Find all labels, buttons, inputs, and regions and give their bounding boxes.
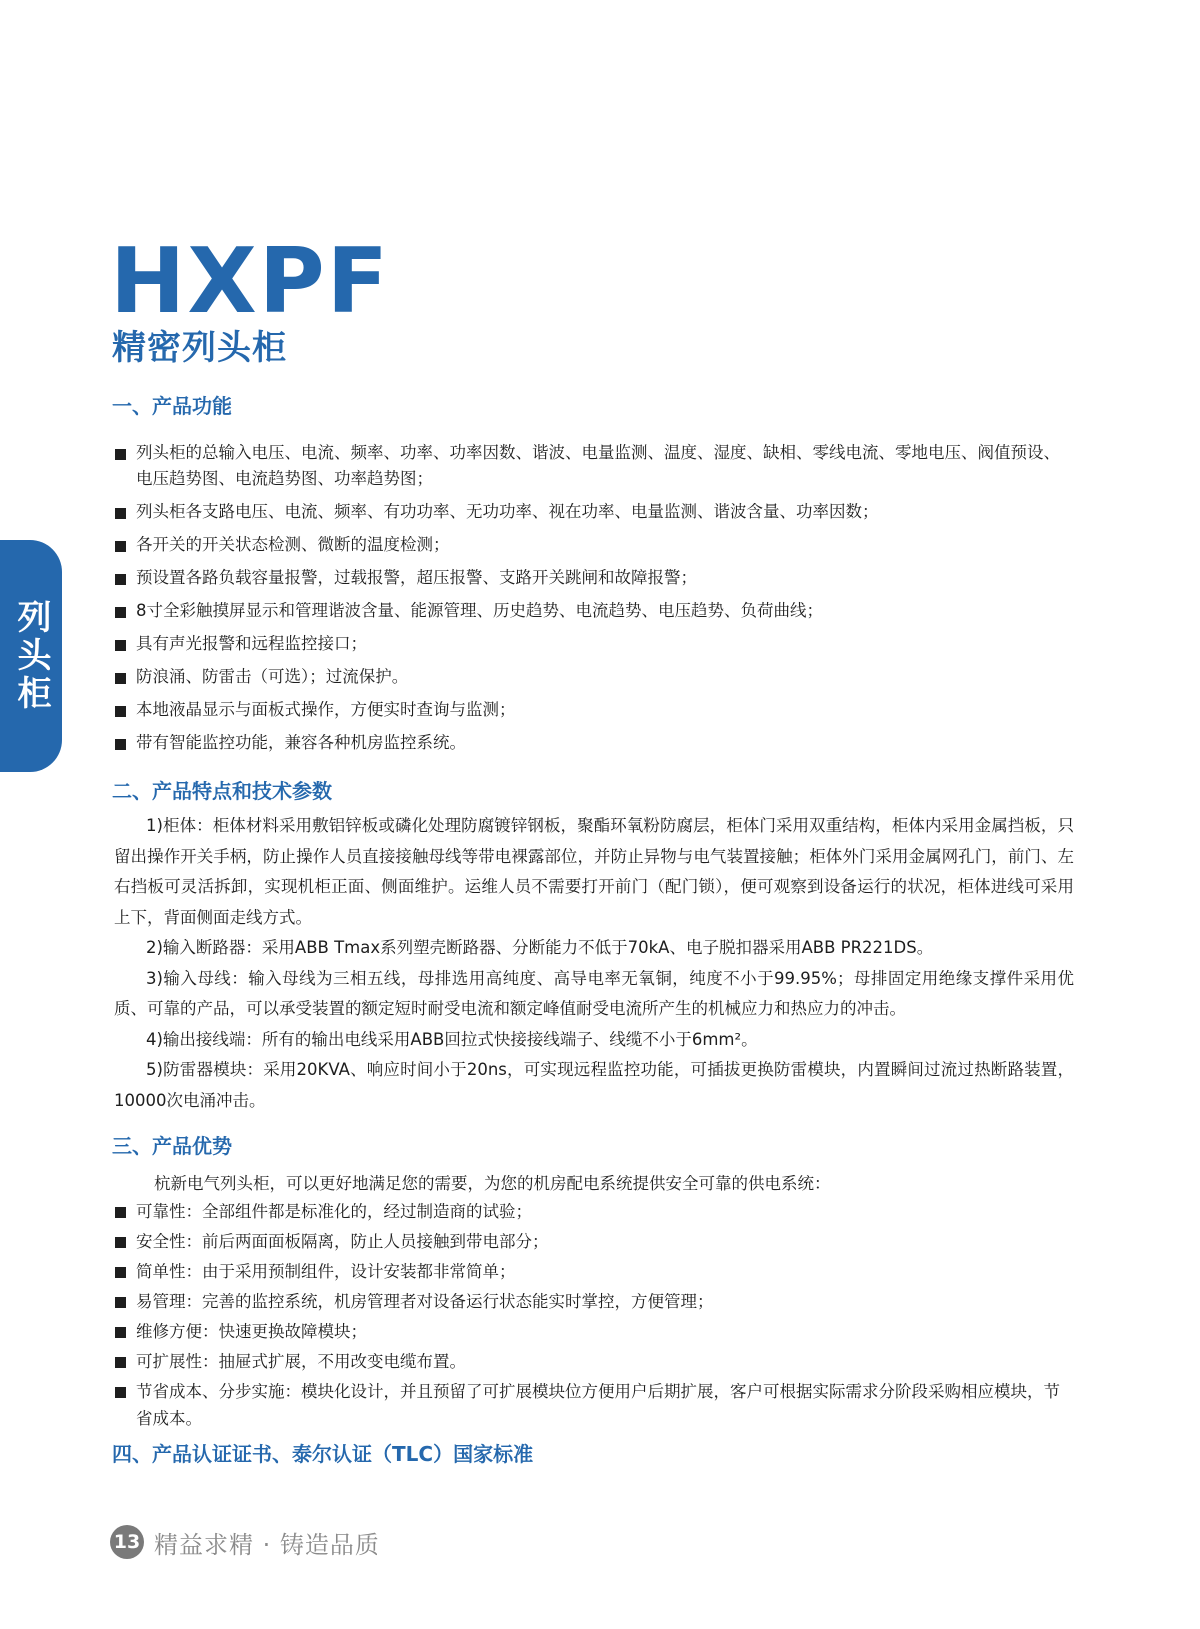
footer-slogan: 精益求精 · 铸造品质 xyxy=(154,1530,380,1559)
spec-paragraph-terminal: 4)输出接线端：所有的输出电线采用ABB回拉式快接接线端子、线缆不小于6mm²。 xyxy=(146,1029,758,1049)
functions-list xyxy=(114,440,1074,763)
product-subtitle: 精密列头柜 xyxy=(112,328,287,368)
side-tab-label: 列头柜 xyxy=(11,599,51,713)
section-heading-certification: 四、产品认证证书、泰尔认证（TLC）国家标准 xyxy=(112,1442,534,1466)
brand-title: HXPF xyxy=(110,229,391,334)
function-item: 防浪涌、防雷击（可选）；过流保护。 xyxy=(114,664,1074,690)
advantage-item: 简单性：由于采用预制组件，设计安装都非常简单； xyxy=(114,1258,1074,1285)
advantage-item: 可扩展性：抽屉式扩展，不用改变电缆布置。 xyxy=(114,1348,1074,1375)
section-heading-functions: 一、产品功能 xyxy=(112,394,232,418)
page-number-badge: 13 xyxy=(110,1525,144,1559)
advantage-item: 易管理：完善的监控系统，机房管理者对设备运行状态能实时掌控，方便管理； xyxy=(114,1288,1074,1315)
function-item: 本地液晶显示与面板式操作，方便实时查询与监测； xyxy=(114,697,1074,723)
spec-paragraph-cabinet: 1)柜体：柜体材料采用敷铝锌板或磷化处理防腐镀锌钢板，聚酯环氧粉防腐层，柜体门采用双重结构，柜体内采用金属挡板，只留出操作开关手柄，防止操作人员直接接触母线等带电裸露部位，并防止异物与电气装置接触；柜体外门采用金属网孔门，前门、左右挡板可灵活拆卸，实现机柜正面、侧面维护。运维人员不需要打开前门（配门锁），便可观察到设备运行的状况，柜体进线可采用上下，背面侧面走线方式。 xyxy=(114,816,1074,927)
function-item: 具有声光报警和远程监控接口； xyxy=(114,631,1074,657)
advantage-item: 可靠性：全部组件都是标准化的，经过制造商的试验； xyxy=(114,1198,1074,1225)
specs-paragraphs xyxy=(114,811,1074,1116)
advantage-item: 维修方便：快速更换故障模块； xyxy=(114,1318,1074,1345)
function-item: 带有智能监控功能，兼容各种机房监控系统。 xyxy=(114,730,1074,756)
function-item: 各开关的开关状态检测、微断的温度检测； xyxy=(114,532,1074,558)
spec-paragraph-busbar: 3)输入母线：输入母线为三相五线，母排选用高纯度、高导电率无氧铜，纯度不小于99.95%；母排固定用绝缘支撑件采用优质、可靠的产品，可以承受装置的额定短时耐受电流和额定峰值耐受电流所产生的机械应力和热应力的冲击。 xyxy=(114,968,1074,1018)
spec-paragraph-surge: 5)防雷器模块：采用20KVA、响应时间小于20ns，可实现远程监控功能，可插拔更换防雷模块，内置瞬间过流过热断路装置，10000次电涌冲击。 xyxy=(114,1060,1074,1110)
advantages-intro: 杭新电气列头柜，可以更好地满足您的需要，为您的机房配电系统提供安全可靠的供电系统： xyxy=(154,1174,831,1193)
function-item: 列头柜各支路电压、电流、频率、有功功率、无功功率、视在功率、电量监测、谐波含量、功率因数； xyxy=(114,499,1074,525)
advantage-item: 安全性：前后两面面板隔离，防止人员接触到带电部分； xyxy=(114,1228,1074,1255)
function-item: 8寸全彩触摸屏显示和管理谐波含量、能源管理、历史趋势、电流趋势、电压趋势、负荷曲线； xyxy=(114,598,1074,624)
function-item: 列头柜的总输入电压、电流、频率、功率、功率因数、谐波、电量监测、温度、湿度、缺相、零线电流、零地电压、阀值预设、电压趋势图、电流趋势图、功率趋势图； xyxy=(114,440,1074,492)
page-footer xyxy=(110,1522,380,1562)
spec-paragraph-breaker: 2)输入断路器：采用ABB Tmax系列塑壳断路器、分断能力不低于70kA、电子脱扣器采用ABB PR221DS。 xyxy=(146,938,934,957)
advantages-list xyxy=(114,1198,1074,1435)
side-category-tab xyxy=(0,540,62,772)
section-heading-advantages: 三、产品优势 xyxy=(112,1134,232,1158)
function-item: 预设置各路负载容量报警，过载报警，超压报警、支路开关跳闸和故障报警； xyxy=(114,565,1074,591)
advantage-item: 节省成本、分步实施：模块化设计，并且预留了可扩展模块位方便用户后期扩展，客户可根据实际需求分阶段采购相应模块，节省成本。 xyxy=(114,1378,1074,1432)
section-heading-specs: 二、产品特点和技术参数 xyxy=(112,779,332,803)
